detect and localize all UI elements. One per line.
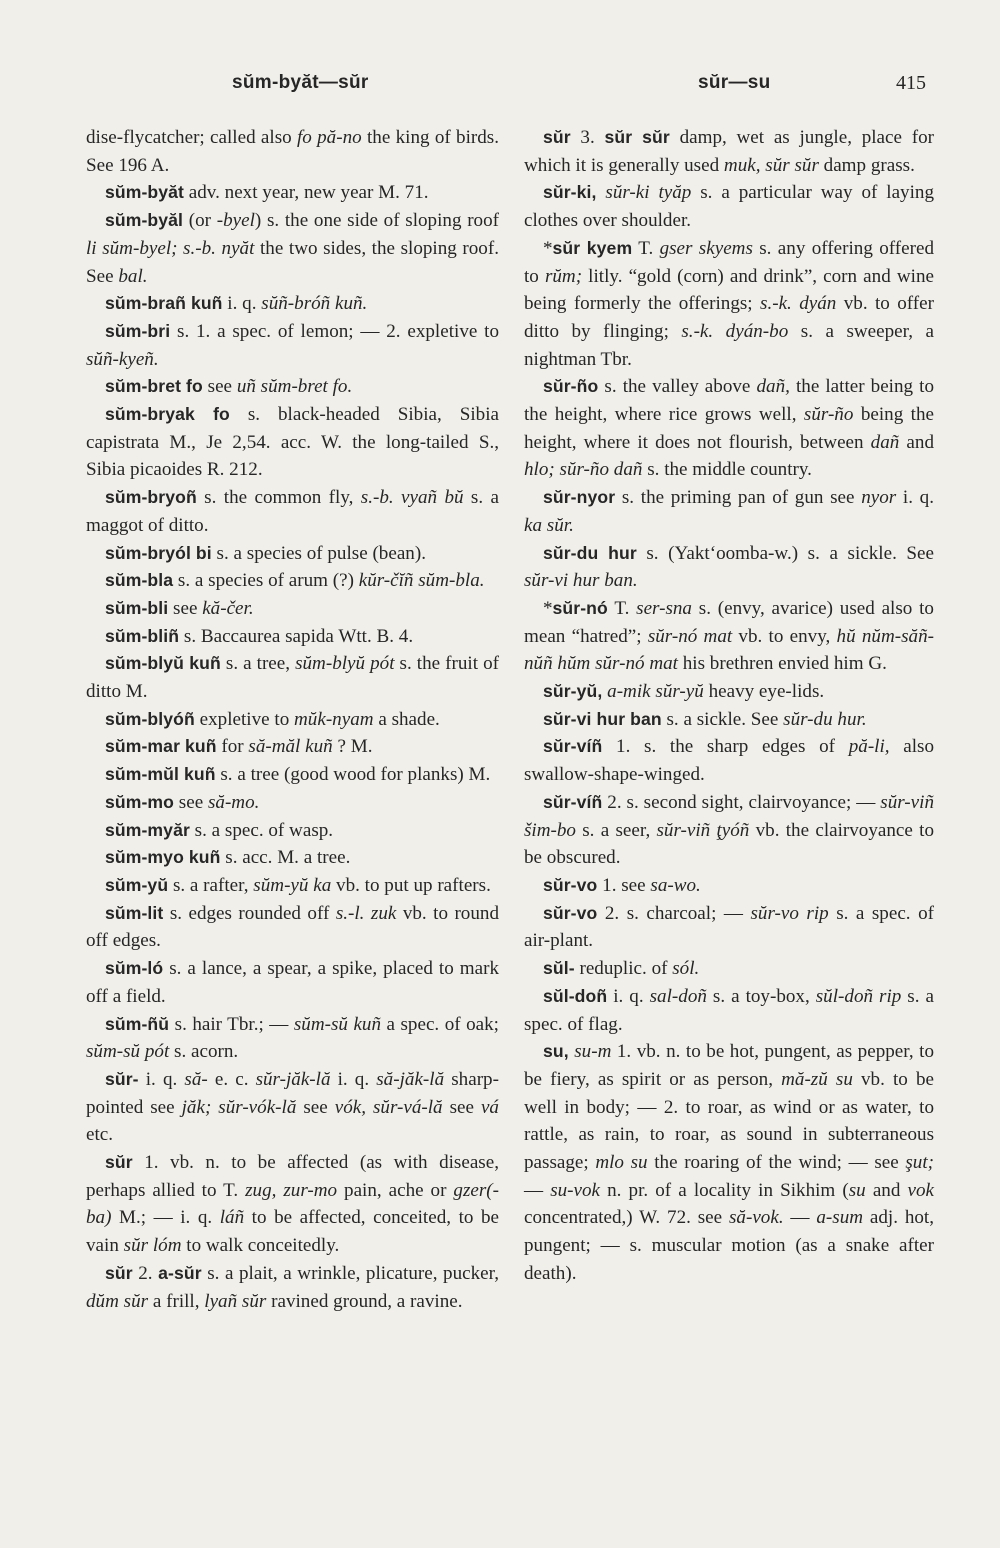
headword: sŭm-bryól bi	[105, 542, 212, 563]
headword: sŭr-vo	[543, 902, 598, 923]
dictionary-entry: sŭm-blyŭ kuñ s. a tree, sŭm-blyŭ pót s. the fruit of ditto M.	[86, 653, 499, 703]
example-phrase: uñ sŭm-bret fo.	[236, 376, 353, 398]
example-phrase: dŭm sŭr	[86, 1290, 149, 1312]
headword: sŭm-mar kuñ	[105, 736, 217, 757]
headword: a-sŭr	[158, 1262, 202, 1283]
example-phrase: sŭr lóm	[123, 1235, 182, 1257]
example-phrase: sŭr-jăk-lă	[255, 1068, 331, 1090]
example-phrase: sa-wo.	[650, 874, 701, 896]
headword: sŭl-	[543, 958, 575, 979]
example-phrase: su	[848, 1179, 866, 1201]
dictionary-entry: sŭl-doñ i. q. sal-doñ s. a toy-box, sŭl-doñ rip s. a spec. of flag.	[524, 985, 934, 1035]
example-phrase: a-mik sŭr-yŭ	[607, 681, 704, 703]
example-phrase: sŭr-vo rip	[750, 902, 829, 924]
example-phrase: sŭñ-bróñ kuñ.	[261, 293, 368, 315]
headword: sŭm-bryak fo	[105, 404, 230, 425]
dictionary-entry: sŭl- reduplic. of sól.	[543, 958, 700, 980]
page-number: 415	[896, 72, 926, 94]
dictionary-entry: sŭm-bri s. 1. a spec. of lemon; — 2. expletive to sŭñ-kyeñ.	[86, 320, 499, 370]
headword: sŭr-vi hur ban	[543, 708, 662, 729]
example-phrase: -byel	[216, 210, 255, 232]
headword: su,	[543, 1041, 569, 1062]
example-phrase: s.-l. zuk	[335, 902, 397, 924]
example-phrase: láñ	[219, 1207, 245, 1229]
example-phrase: ser-sna	[636, 597, 692, 619]
dictionary-entry: sŭr-vo 2. s. charcoal; — sŭr-vo rip s. a spec. of air-plant.	[524, 902, 934, 952]
headword: sŭm-blyŭ kuñ	[105, 653, 221, 674]
headword: sŭr-ki,	[543, 182, 597, 203]
dictionary-entry: sŭm-byăt adv. next year, new year M. 71.	[105, 182, 429, 204]
headword: sŭm-bret fo	[105, 376, 203, 397]
headword: sŭr-ño	[543, 376, 599, 397]
dictionary-entry: sŭr-vo 1. see sa-wo.	[543, 874, 701, 896]
example-phrase: sŭm-blyŭ pót	[295, 653, 395, 675]
headword: sŭr-víñ	[543, 736, 603, 757]
example-phrase: sŭm-sŭ kuñ	[293, 1013, 382, 1035]
dictionary-entry: sŭr-nyor s. the priming pan of gun see nyor i. q. ka sŭr.	[524, 487, 934, 536]
example-phrase: să-vok.	[728, 1207, 784, 1229]
example-phrase: muk, sŭr sŭr	[723, 154, 819, 176]
example-phrase: sal-doñ	[649, 985, 707, 1007]
headword: sŭr kyem	[552, 237, 633, 258]
example-phrase: li sŭm-byel; s.-b. nyăt	[86, 237, 255, 259]
dictionary-entry: sŭr-du hur s. (Yakt‘oomba-w.) s. a sickle. See sŭr-vi hur ban.	[524, 542, 934, 592]
dictionary-entry: sŭm-byăl (or -byel) s. the one side of sloping roof li sŭm-byel; s.-b. nyăt the two sides, the sloping roof. See bal.	[86, 210, 500, 287]
example-phrase: hŭ nŭm-săñ-nŭñ hŭm sŭr-nó mat	[524, 625, 935, 675]
headword: sŭr-víñ	[543, 791, 603, 812]
example-phrase: su-vok	[550, 1179, 601, 1201]
headword: sŭr-nyor	[543, 487, 616, 508]
example-phrase: jăk; sŭr-vók-lă	[181, 1096, 297, 1118]
left-running-head: sŭm-byăt—sŭr	[232, 72, 369, 93]
example-phrase: pă-li,	[848, 736, 890, 758]
dictionary-entry: sŭm-bryól bi s. a species of pulse (bean).	[105, 542, 426, 564]
dictionary-entry: sŭr-víñ 1. s. the sharp edges of pă-li, also swallow-shape-winged.	[524, 736, 934, 786]
example-phrase: să-jăk-lă	[376, 1068, 445, 1090]
dictionary-entry: sŭm-blyóñ expletive to mŭk-nyam a shade.	[105, 708, 440, 730]
headword: sŭm-bliñ	[105, 625, 180, 646]
headword: sŭm-ñŭ	[105, 1013, 170, 1034]
dictionary-entry: sŭm-bryak fo s. black-headed Sibia, Sibia capistrata M., Je 2,54. acc. W. the long-tailed S., Sibia picaoides R. 212.	[86, 404, 499, 481]
headword: sŭr	[105, 1262, 133, 1283]
dictionary-entry: sŭr-víñ 2. s. second sight, clairvoyance; — sŭr-viñ šim-bo s. a seer, sŭr-viñ ţyóñ vb. the clairvoyance to be obscured.	[524, 791, 934, 869]
example-phrase: s.-b. vyañ bŭ	[360, 487, 464, 509]
dictionary-entry: sŭr 3. sŭr sŭr damp, wet as jungle, place for which it is generally used muk, sŭr sŭr damp grass.	[524, 127, 934, 176]
headword: sŭm-yŭ	[105, 874, 169, 895]
headword: sŭm-byăl	[105, 210, 184, 231]
dictionary-entry: sŭm-mŭl kuñ s. a tree (good wood for planks) M.	[105, 764, 491, 786]
example-phrase: sŭr-ki tyăp	[605, 182, 692, 204]
example-phrase: mŭk-nyam	[294, 708, 374, 730]
example-phrase: sŭr-nó mat	[647, 625, 733, 647]
dictionary-entry: sŭm-mo see să-mo.	[105, 791, 260, 813]
example-phrase: kŭr-čĭñ sŭm-bla.	[358, 570, 485, 592]
example-phrase: să-măl kuñ	[248, 736, 333, 758]
dictionary-entry: sŭm-lit s. edges rounded off s.-l. zuk vb. to round off edges.	[86, 902, 499, 952]
example-phrase: sŭl-doñ rip	[815, 985, 902, 1007]
headword: sŭr sŭr	[604, 127, 670, 147]
headword: sŭm-bli	[105, 597, 169, 618]
example-phrase: kă-čer.	[202, 597, 254, 619]
example-phrase: mlo su	[595, 1152, 648, 1174]
right-column	[524, 124, 934, 1288]
example-phrase: ka sŭr.	[524, 514, 574, 536]
example-phrase: s.-k. dyán-bo	[681, 320, 789, 342]
example-phrase: rŭm;	[544, 265, 583, 287]
example-phrase: gzer(-ba)	[86, 1179, 499, 1229]
example-phrase: sŭr-ño	[803, 404, 854, 426]
dictionary-entry: sŭr-yŭ, a-mik sŭr-yŭ heavy eye-lids.	[543, 681, 825, 703]
example-phrase: s.-k. dyán	[760, 293, 837, 315]
example-phrase: sŭñ-kyeñ.	[86, 348, 159, 370]
example-phrase: zug, zur-mo	[245, 1179, 338, 1201]
headword: sŭr	[543, 127, 571, 147]
example-phrase: nyor	[861, 487, 897, 509]
dictionary-entry: sŭr 2. a-sŭr s. a plait, a wrinkle, plicature, pucker, dŭm sŭr a frill, lyañ sŭr ravined ground, a ravine.	[86, 1262, 499, 1312]
example-phrase: dañ	[870, 431, 900, 453]
headword: sŭr-	[105, 1068, 139, 1089]
dictionary-entry: sŭm-ñŭ s. hair Tbr.; — sŭm-sŭ kuñ a spec. of oak; sŭm-sŭ pót s. acorn.	[86, 1013, 499, 1063]
dictionary-entry: sŭm-bliñ s. Baccaurea sapida Wtt. B. 4.	[105, 625, 414, 647]
dictionary-entry: sŭr- i. q. să- e. c. sŭr-jăk-lă i. q. să-jăk-lă sharp-pointed see jăk; sŭr-vók-lă see vók, sŭr-vá-lă see vá etc.	[86, 1068, 499, 1146]
right-running-head: sŭr—su	[698, 72, 771, 93]
running-header	[0, 72, 1000, 102]
example-phrase: fo pă-no	[296, 127, 362, 148]
dictionary-entry: su, su-m 1. vb. n. to be hot, pungent, as pepper, to be fiery, as spirit or as person, mă-zŭ su vb. to be well in body; — 2. to roar, as wind or as water, to rattle, as rain, to roar, as sound in subterraneous passage; mlo su the roaring of the wind; — see şut; — su-vok n. pr. of a locality in Sikhim (su and vok concentrated,) W. 72. see să-vok. — a-sum adj. hot, pungent; — s. muscular motion (as a snake after death).	[524, 1041, 935, 1284]
headword: sŭr	[105, 1152, 133, 1173]
headword: sŭm-bryoñ	[105, 487, 197, 508]
headword: sŭm-brañ kuñ	[105, 293, 223, 314]
left-column	[86, 124, 499, 1315]
dictionary-entry: sŭr-vi hur ban s. a sickle. See sŭr-du hur.	[543, 708, 867, 730]
dictionary-entry: sŭm-bryoñ s. the common fly, s.-b. vyañ bŭ s. a maggot of ditto.	[86, 487, 499, 536]
dictionary-entry: sŭm-bla s. a species of arum (?) kŭr-čĭñ sŭm-bla.	[105, 570, 485, 592]
dictionary-entry: sŭm-myo kuñ s. acc. M. a tree.	[105, 847, 351, 869]
example-phrase: să-	[184, 1068, 208, 1090]
headword: sŭr-du hur	[543, 542, 637, 563]
example-phrase: vá	[480, 1096, 499, 1118]
example-phrase: vok	[907, 1179, 934, 1201]
example-phrase: hlo; sŭr-ño dañ	[524, 459, 643, 481]
dictionary-entry: sŭm-yŭ s. a rafter, sŭm-yŭ ka vb. to put up rafters.	[105, 874, 491, 896]
dictionary-entry: *sŭr kyem T. gser skyems s. any offering offered to rŭm; litly. “gold (corn) and drink”, corn and wine being formerly the offerings; s.-k. dyán vb. to offer ditto by flinging; s.-k. dyán-bo s. a sweeper, a nightman Tbr.	[524, 237, 934, 370]
headword: sŭm-myăr	[105, 819, 190, 840]
example-phrase: sŭr-du hur.	[783, 708, 867, 730]
example-phrase: sŭr-vi hur ban.	[524, 570, 638, 592]
dictionary-entry: sŭm-mar kuñ for să-măl kuñ ? M.	[105, 736, 373, 758]
headword: sŭl-doñ	[543, 985, 608, 1006]
dictionary-entry: sŭm-myăr s. a spec. of wasp.	[105, 819, 334, 841]
dictionary-entry: dise-flycatcher; called also fo pă-no the king of birds. See 196 A.	[86, 127, 499, 176]
example-phrase: su-m	[574, 1041, 612, 1063]
example-phrase: sól.	[672, 958, 700, 980]
dictionary-entry: sŭr-ki, sŭr-ki tyăp s. a particular way of laying clothes over shoulder.	[524, 182, 934, 232]
example-phrase: bal.	[118, 265, 148, 287]
example-phrase: sŭm-sŭ pót	[86, 1041, 170, 1063]
dictionary-entry: sŭm-bli see kă-čer.	[105, 597, 254, 619]
example-phrase: dañ,	[756, 376, 790, 398]
example-phrase: sŭr-viñ šim-bo	[524, 791, 934, 841]
example-phrase: gser skyems	[659, 237, 753, 259]
dictionary-entry: sŭm-brañ kuñ i. q. sŭñ-bróñ kuñ.	[105, 293, 368, 315]
dictionary-entry: *sŭr-nó T. ser-sna s. (envy, avarice) used also to mean “hatred”; sŭr-nó mat vb. to envy, hŭ nŭm-săñ-nŭñ hŭm sŭr-nó mat his brethren envied him G.	[524, 597, 935, 675]
headword: sŭm-blyóñ	[105, 708, 195, 729]
dictionary-entry: sŭr-ño s. the valley above dañ, the latter being to the height, where rice grows well, sŭr-ño being the height, where it does not flourish, between dañ and hlo; sŭr-ño dañ s. the middle country.	[524, 376, 934, 481]
example-phrase: sŭm-yŭ ka	[253, 874, 332, 896]
example-phrase: mă-zŭ su	[781, 1068, 853, 1090]
dictionary-entry: sŭm-ló s. a lance, a spear, a spike, placed to mark off a field.	[86, 958, 499, 1007]
example-phrase: a-sum	[816, 1207, 864, 1229]
headword: sŭm-lit	[105, 902, 164, 923]
headword: sŭm-bla	[105, 570, 174, 591]
headword: sŭm-ló	[105, 958, 164, 979]
dictionary-entry: sŭm-bret fo see uñ sŭm-bret fo.	[105, 376, 353, 398]
headword: sŭr-nó	[552, 597, 608, 618]
example-phrase: lyañ sŭr	[204, 1290, 267, 1312]
headword: sŭm-myo kuñ	[105, 847, 221, 868]
headword: sŭm-bri	[105, 320, 171, 341]
headword: sŭr-vo	[543, 874, 598, 895]
example-phrase: sŭr-viñ ţyóñ	[656, 819, 750, 841]
dictionary-entry: sŭr 1. vb. n. to be affected (as with disease, perhaps allied to T. zug, zur-mo pain, ache or gzer(-ba) M.; — i. q. láñ to be affected, conceited, to be vain sŭr lóm to walk conceitedly.	[86, 1152, 499, 1257]
example-phrase: şut;	[905, 1152, 934, 1174]
example-phrase: să-mo.	[207, 791, 260, 813]
headword: sŭm-mŭl kuñ	[105, 764, 216, 785]
headword: sŭm-mo	[105, 791, 175, 812]
headword: sŭr-yŭ,	[543, 681, 603, 702]
example-phrase: vók, sŭr-vá-lă	[334, 1096, 443, 1118]
headword: sŭm-byăt	[105, 182, 185, 203]
